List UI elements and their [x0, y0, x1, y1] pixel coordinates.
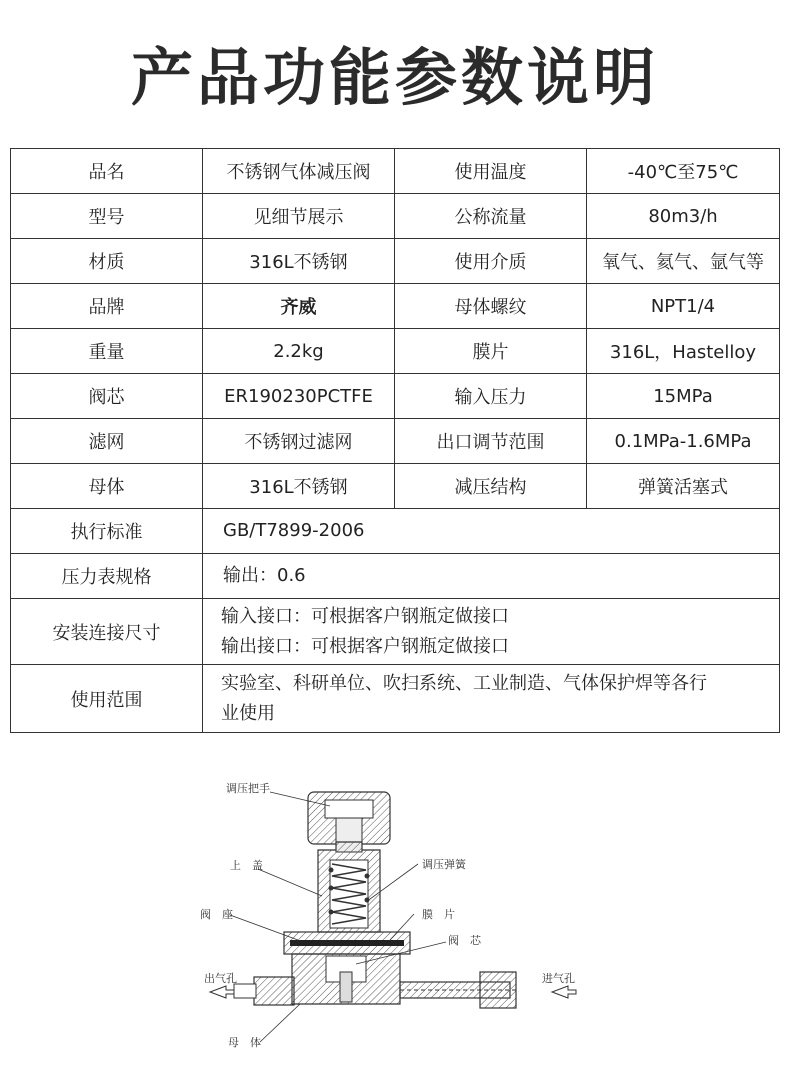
spec-value-line: 实验室、科研单位、吹扫系统、工业制造、气体保护焊等各行 [221, 672, 707, 694]
regulator-cross-section-diagram [190, 772, 600, 1062]
diagram-label-membrane: 膜 片 [422, 908, 455, 921]
spec-label: 母体螺纹 [395, 284, 587, 329]
diagram-label-inlet: 进气孔 [542, 972, 575, 985]
table-row [11, 239, 780, 284]
spec-value: NPT1/4 [587, 284, 780, 329]
spec-value: 316L不锈钢 [203, 464, 395, 509]
spec-label: 使用介质 [395, 239, 587, 284]
diagram-label-body: 母 体 [228, 1036, 261, 1049]
bonnet-shape [318, 842, 380, 932]
spec-value: GB/T7899-2006 [203, 509, 780, 554]
diagram-label-spring: 调压弹簧 [422, 858, 466, 871]
page-title: 产品功能参数说明 [130, 41, 659, 114]
spec-value: 316L不锈钢 [203, 239, 395, 284]
spec-value: 2.2kg [203, 329, 395, 374]
table-row [11, 419, 780, 464]
spec-label: 减压结构 [395, 464, 587, 509]
spec-label: 膜片 [395, 329, 587, 374]
spec-label: 阀芯 [11, 374, 203, 419]
inlet-pipe-shape [400, 972, 516, 1008]
spec-value: 不锈钢过滤网 [203, 419, 395, 464]
spec-label: 输入压力 [395, 374, 587, 419]
spec-label: 使用温度 [395, 149, 587, 194]
spec-value: 0.1MPa-1.6MPa [587, 419, 780, 464]
table-row [11, 554, 780, 599]
outlet-arrow-shape [210, 986, 234, 998]
spec-value-line: 输出接口：可根据客户钢瓶定做接口 [221, 635, 509, 657]
spec-label: 公称流量 [395, 194, 587, 239]
spec-label: 使用范围 [11, 665, 203, 733]
spec-label: 母体 [11, 464, 203, 509]
table-row [11, 599, 780, 665]
table-row [11, 509, 780, 554]
diagram-label-cover: 上 盖 [230, 859, 263, 872]
diagram-label-handle: 调压把手 [226, 782, 270, 795]
spec-label: 出口调节范围 [395, 419, 587, 464]
spec-label: 重量 [11, 329, 203, 374]
table-row [11, 284, 780, 329]
spec-value: 不锈钢气体减压阀 [203, 149, 395, 194]
spec-value: -40℃至75℃ [587, 149, 780, 194]
inlet-arrow-shape [552, 986, 576, 998]
table-row [11, 194, 780, 239]
spec-label: 型号 [11, 194, 203, 239]
spec-table [10, 148, 780, 733]
spec-label: 执行标准 [11, 509, 203, 554]
spec-label: 安装连接尺寸 [11, 599, 203, 665]
body-shape [284, 932, 410, 1004]
leader-line-body [260, 1004, 300, 1042]
spec-value [203, 665, 780, 733]
spec-label: 材质 [11, 239, 203, 284]
spec-value: ER190230PCTFE [203, 374, 395, 419]
spec-value: 80m3/h [587, 194, 780, 239]
spec-value: 输出：0.6 [203, 554, 780, 599]
diagram-label-seat: 阀 座 [200, 908, 233, 921]
diagram-label-core: 阀 芯 [448, 934, 481, 947]
spec-value: 见细节展示 [203, 194, 395, 239]
spec-label: 品名 [11, 149, 203, 194]
table-row [11, 665, 780, 733]
spec-value-line: 输入接口：可根据客户钢瓶定做接口 [221, 605, 509, 627]
spec-value: 316L，Hastelloy [587, 329, 780, 374]
spec-value [203, 599, 780, 665]
spec-value: 氧气、氦气、氩气等 [587, 239, 780, 284]
spec-value: 15MPa [587, 374, 780, 419]
table-row [11, 374, 780, 419]
outlet-pipe-shape [234, 977, 294, 1005]
spec-label: 压力表规格 [11, 554, 203, 599]
spec-value: 弹簧活塞式 [587, 464, 780, 509]
spec-value-line: 业使用 [221, 702, 275, 724]
spec-label: 滤网 [11, 419, 203, 464]
table-row [11, 329, 780, 374]
diagram-label-outlet: 出气孔 [204, 972, 237, 985]
spec-label: 品牌 [11, 284, 203, 329]
table-row [11, 464, 780, 509]
table-row [11, 149, 780, 194]
spec-value: 齐威 [203, 284, 395, 329]
